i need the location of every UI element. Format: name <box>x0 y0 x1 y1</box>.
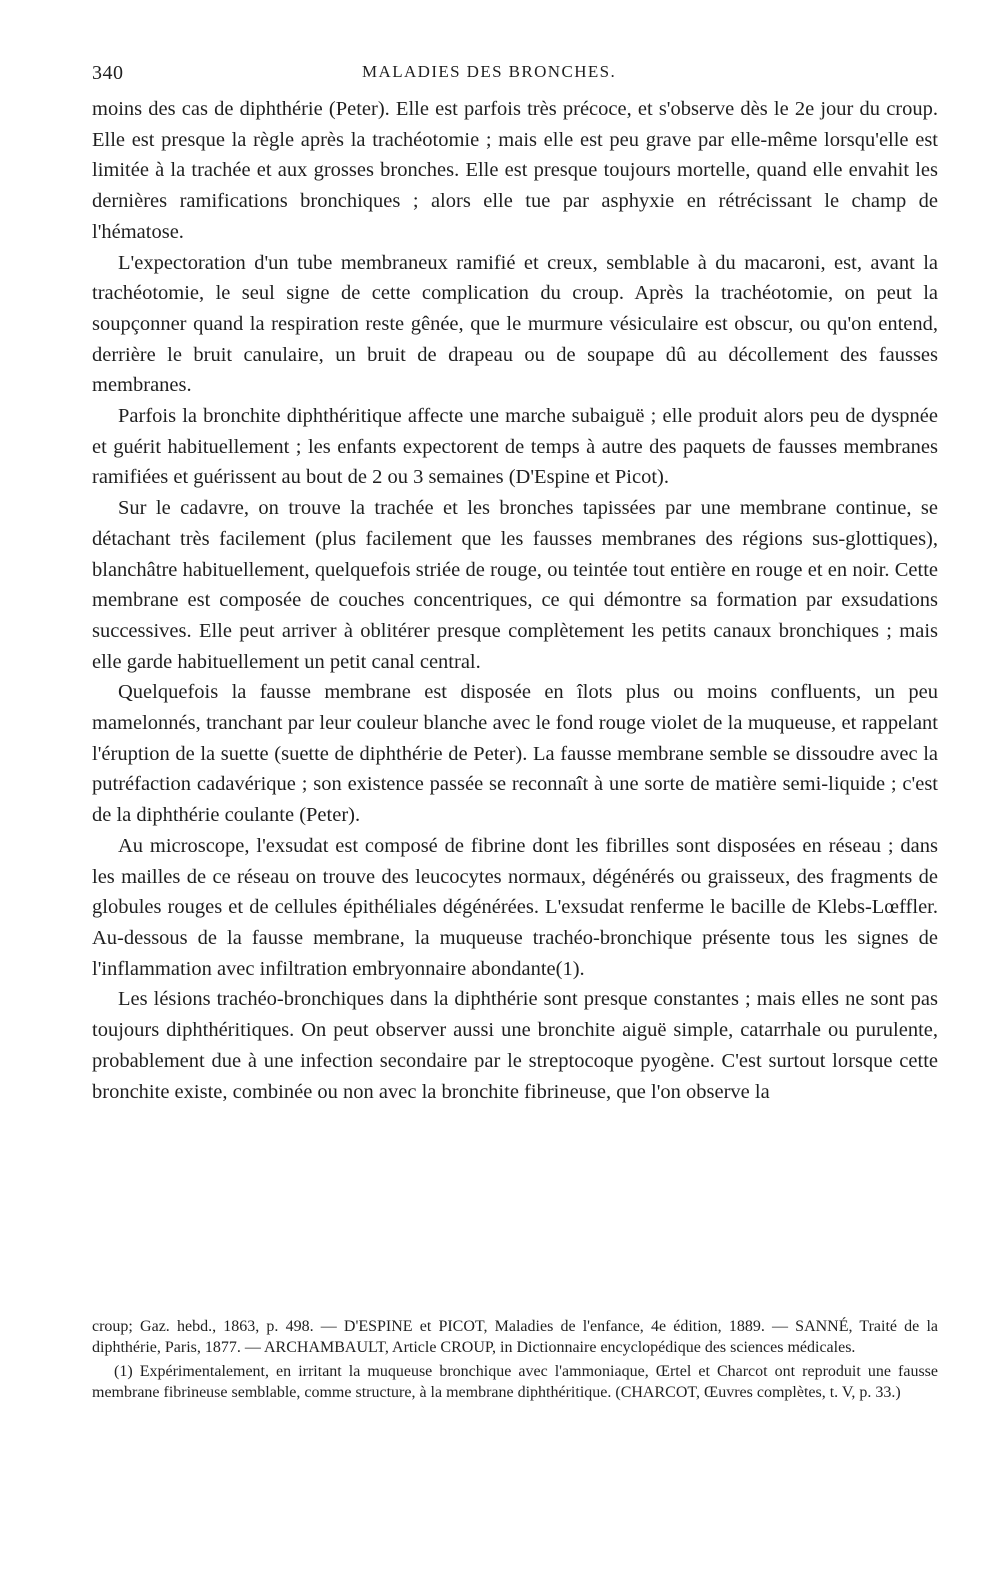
running-head <box>92 58 938 94</box>
running-title: MALADIES DES BRONCHES. <box>362 62 617 81</box>
footnotes <box>92 1316 938 1406</box>
paragraph-5: Quelquefois la fausse membrane est disposée en îlots plus ou moins confluents, un peu mamelonnés, tranchant par leur couleur blanche avec le fond rouge violet de la muqueuse, et rappelant l'éruption de la suette (suette de diphthérie de Peter). La fausse membrane semble se dissoudre avec la putréfaction cadavérique ; son existence passée se reconnaît à une sorte de matière semi-liquide ; c'est de la diphthérie coulante (Peter). <box>92 681 938 827</box>
paragraph-3: Parfois la bronchite diphthéritique affecte une marche subaiguë ; elle produit alors peu de dyspnée et guérit habituellement ; les enfants expectorent de temps à autre des paquets de fausses membranes ramifiées et guérissent au bout de 2 ou 3 semaines (D'Espine et Picot). <box>92 405 938 489</box>
footnote-continuation: croup; Gaz. hebd., 1863, p. 498. — D'ESPINE et PICOT, Maladies de l'enfance, 4e édition, 1889. — SANNÉ, Traité de la diphthérie, Paris, 1877. — ARCHAMBAULT, Article CROUP, in Dictionnaire encyclopédique des sciences médicales. <box>92 1318 938 1356</box>
document-page <box>92 58 938 1558</box>
paragraph-7: Les lésions trachéo-bronchiques dans la diphthérie sont presque constantes ; mais elles ne sont pas toujours diphthéritiques. On peut observer aussi une bronchite aiguë simple, catarrhale ou purulente, probablement due à une infection secondaire par le streptocoque pyogène. C'est surtout lorsque cette bronchite existe, combinée ou non avec la bronchite fibrineuse, que l'on observe la <box>92 988 938 1103</box>
paragraph-4: Sur le cadavre, on trouve la trachée et les bronches tapissées par une membrane continue, se détachant très facilement (plus facilement que les fausses membranes des régions sus-glottiques), blanchâtre habituellement, quelquefois striée de rouge, ou teintée tout entière en rouge et en noir. Cette membrane est composée de couches concentriques, ce qui démontre sa formation par exsudations successives. Elle peut arriver à oblitérer presque complètement les petits canaux bronchiques ; mais elle garde habituellement un petit canal central. <box>92 497 938 673</box>
footnote-1: (1) Expérimentalement, en irritant la muqueuse bronchique avec l'ammoniaque, Œrtel et Charcot ont reproduit une fausse membrane fibrineuse semblable, comme structure, à la membrane diphthéritique. (CHARCOT, Œuvres complètes, t. V, p. 33.) <box>92 1363 938 1401</box>
paragraph-6: Au microscope, l'exsudat est composé de fibrine dont les fibrilles sont disposées en réseau ; dans les mailles de ce réseau on trouve des leucocytes normaux, dégénérés ou graisseux, des fragments de globules rouges et de cellules épithéliales dégénérées. L'exsudat renferme le bacille de Klebs-Lœffler. Au-dessous de la fausse membrane, la muqueuse trachéo-bronchique présente tous les signes de l'inflammation avec infiltration embryonnaire abondante(1). <box>92 834 938 980</box>
paragraph-2: L'expectoration d'un tube membraneux ramifié et creux, semblable à du macaroni, est, avant la trachéotomie, le seul signe de cette complication du croup. Après la trachéotomie, on peut la soupçonner quand la respiration reste gênée, que le murmure vésiculaire est obscur, ou qu'on entend, derrière le bruit canulaire, un bruit de drapeau ou de soupape dû au décollement des fausses membranes. <box>92 251 938 397</box>
page-number: 340 <box>92 62 124 84</box>
body-text <box>92 94 938 1107</box>
paragraph-1: moins des cas de diphthérie (Peter). Elle est parfois très précoce, et s'observe dès le 2e jour du croup. Elle est presque la règle après la trachéotomie ; mais elle est peu grave par elle-même lorsqu'elle est limitée à la trachée et aux grosses bronches. Elle est presque toujours mortelle, quand elle envahit les dernières ramifications bronchiques ; alors elle tue par asphyxie en rétrécissant le champ de l'hématose. <box>92 98 938 243</box>
